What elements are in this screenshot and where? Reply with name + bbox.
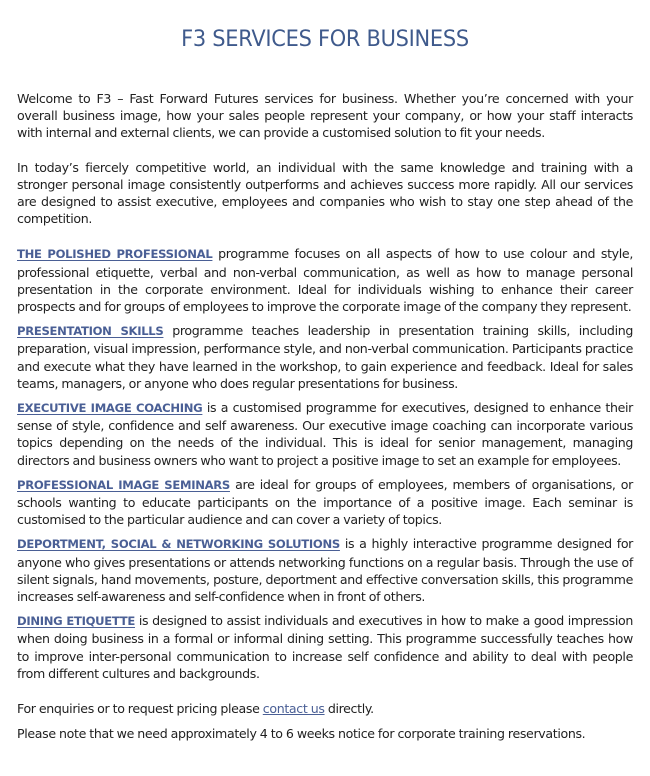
- contact-us-link[interactable]: contact us: [262, 701, 325, 717]
- booking-notice: Please note that we need approximately 4 to 6 weeks notice for corporate training reservations.: [17, 726, 586, 742]
- link-presentation-skills[interactable]: PRESENTATION SKILLS: [17, 324, 164, 339]
- service-professional-image-seminars: [17, 476, 633, 529]
- intro-paragraph-competition: In today’s fiercely competitive world, an individual with the same knowledge and training with a stronger personal image consistently outperforms and achieves success more rapidly. All our services are designed to assist executive, employees and companies who wish to stay one step ahead of the competition.: [17, 159, 633, 227]
- service-description: is a customised programme for executives, designed to enhance their sense of style, confidence and self awareness. Our executive image coaching can incorporate various topics depending on the needs of the individual. This is ideal for senior management, managing directors and business owners who want to project a positive image to set an example for employees.: [17, 400, 634, 468]
- service-description: is designed to assist individuals and executives in how to make a good impression when doing business in a formal or informal dining setting. This programme successfully teaches how to improve inter-personal communication to increase self confidence and ability to deal with people from different cultures and backgrounds.: [17, 613, 633, 681]
- service-description: is a highly interactive programme designed for anyone who gives presentations or attends networking functions on a regular basis. Through the use of silent signals, hand movements, posture, deportment and effective conversation skills, this programme increases self-awareness and self-confidence when in front of others.: [17, 536, 633, 605]
- service-polished-professional: [17, 245, 633, 315]
- enquiries-suffix: directly.: [324, 701, 374, 717]
- link-polished-professional[interactable]: THE POLISHED PROFESSIONAL: [17, 247, 213, 262]
- service-description: programme focuses on all aspects of how to use colour and style, professional etiquette, verbal and non-verbal communication, as well as how to manage personal presentation in the corporate environment. Ideal for individuals wishing to enhance their career prospects and for groups of employees to improve the corporate image of the company they represent.: [17, 246, 633, 315]
- link-professional-image-seminars[interactable]: PROFESSIONAL IMAGE SEMINARS: [17, 477, 230, 492]
- enquiries-line: [17, 700, 633, 717]
- link-deportment-social-networking[interactable]: DEPORTMENT, SOCIAL & NETWORKING SOLUTIONS: [17, 537, 340, 552]
- service-description: programme teaches leadership in presentation training skills, including preparation, visual impression, performance style, and non-verbal communication. Participants practice and execute what they have learned in the workshop, to gain experience and feedback. Ideal for sales teams, managers, or anyone who does regular presentations for business.: [17, 323, 633, 391]
- service-dining-etiquette: [17, 612, 633, 682]
- link-executive-image-coaching[interactable]: EXECUTIVE IMAGE COACHING: [17, 401, 203, 416]
- service-executive-image-coaching: [17, 399, 633, 469]
- intro-paragraph-welcome: Welcome to F3 – Fast Forward Futures services for business. Whether you’re concerned with your overall business image, how your sales people represent your company, or how your staff interacts with internal and external clients, we can provide a customised solution to fit your needs.: [17, 91, 633, 141]
- enquiries-prefix: For enquiries or to request pricing please: [17, 701, 263, 717]
- service-deportment-social-networking: [17, 535, 633, 605]
- service-description: are ideal for groups of employees, members of organisations, or schools wanting to educate participants on the importance of a positive image. Each seminar is customised to the particular audience and can cover a variety of topics.: [17, 476, 633, 528]
- service-presentation-skills: [17, 322, 633, 392]
- link-dining-etiquette[interactable]: DINING ETIQUETTE: [17, 614, 135, 629]
- page-title: F3 SERVICES FOR BUSINESS: [181, 26, 469, 52]
